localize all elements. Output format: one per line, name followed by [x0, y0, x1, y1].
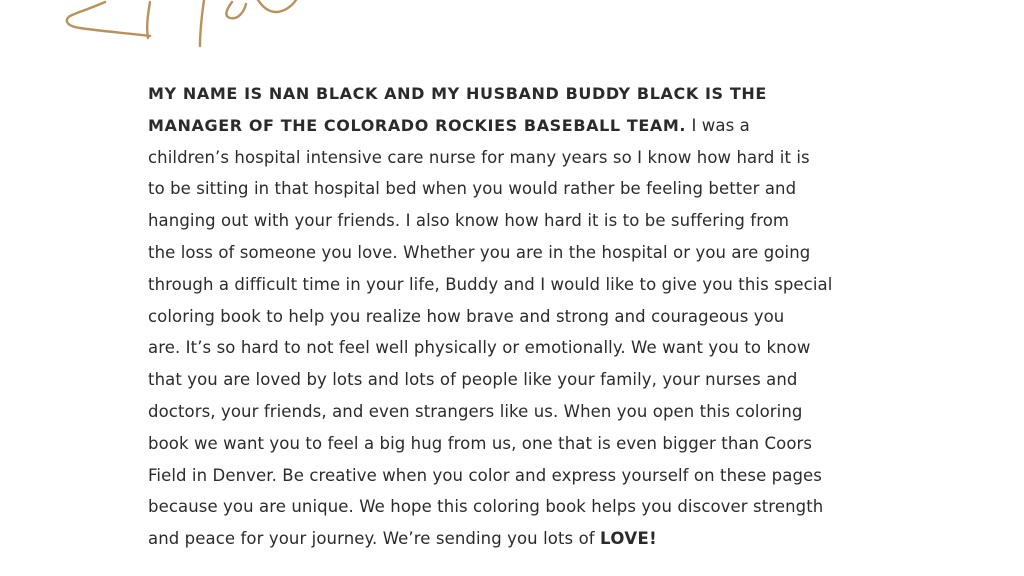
- bold-text: MY NAME IS NAN BLACK AND MY HUSBAND BUDDY BLACK IS THE: [148, 84, 767, 103]
- letter-line: [148, 173, 908, 205]
- letter-line: [148, 364, 908, 396]
- letter-line: [148, 332, 908, 364]
- letter-line: [148, 110, 908, 142]
- body-text: coloring book to help you realize how brave and strong and courageous you: [148, 306, 785, 326]
- letter-line: [148, 491, 908, 523]
- letter-line: [148, 237, 908, 269]
- body-text: the loss of someone you love. Whether you are in the hospital or you are going: [148, 242, 811, 262]
- letter-line: [148, 78, 908, 110]
- letter-body: [148, 78, 908, 555]
- body-text: are. It’s so hard to not feel well physically or emotionally. We want you to know: [148, 338, 811, 358]
- body-text: to be sitting in that hospital bed when you would rather be feeling better and: [148, 179, 797, 199]
- body-text: through a difficult time in your life, Buddy and I would like to give you this special: [148, 274, 833, 294]
- letter-line: [148, 142, 908, 174]
- body-text: hanging out with your friends. I also know how hard it is to be suffering from: [148, 211, 790, 231]
- body-text: doctors, your friends, and even strangers like us. When you open this coloring: [148, 401, 803, 421]
- bold-text: MANAGER OF THE COLORADO ROCKIES BASEBALL TEAM.: [148, 115, 687, 135]
- letter-line: [148, 523, 908, 555]
- body-text: I was a: [686, 115, 750, 135]
- letter-line: [148, 396, 908, 428]
- body-text: that you are loved by lots and lots of people like your family, your nurses and: [148, 370, 798, 390]
- letter-line: [148, 205, 908, 237]
- body-text: because you are unique. We hope this coloring book helps you discover strength: [148, 497, 824, 517]
- letter-line: [148, 428, 908, 460]
- body-text: children’s hospital intensive care nurse for many years so I know how hard it is: [148, 147, 810, 167]
- letter-line: [148, 301, 908, 333]
- letter-line: [148, 460, 908, 492]
- body-text: book we want you to feel a big hug from us, one that is even bigger than Coors: [148, 433, 813, 453]
- bold-text: LOVE!: [600, 529, 658, 549]
- body-text: Field in Denver. Be creative when you color and express yourself on these pages: [148, 465, 822, 485]
- script-heading-flourish: [0, 0, 360, 60]
- letter-line: [148, 269, 908, 301]
- body-text: and peace for your journey. We’re sending you lots of: [148, 529, 601, 549]
